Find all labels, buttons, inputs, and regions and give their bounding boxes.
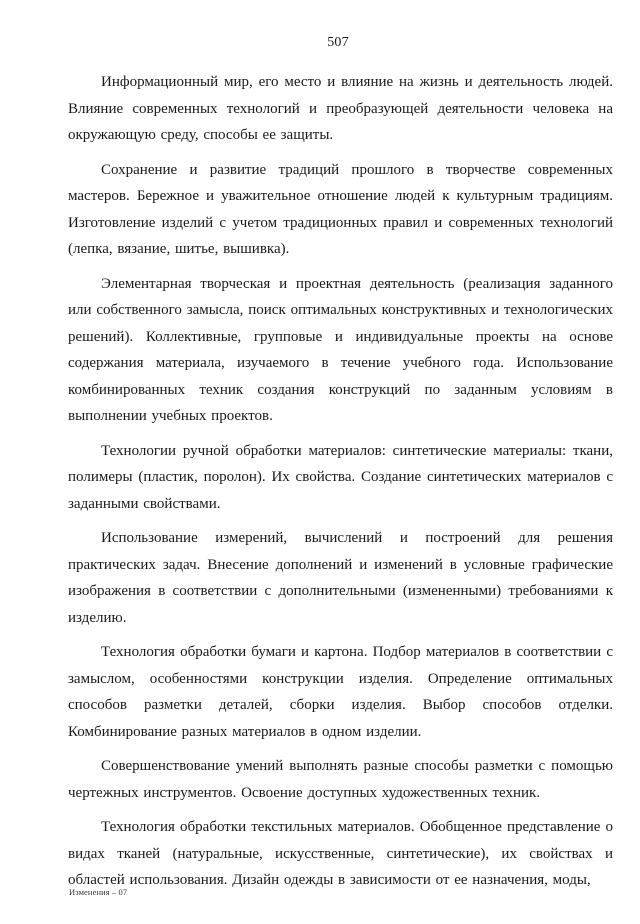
paragraph-textile-processing: Технология обработки текстильных материалов. Обобщенное представление о видах тканей (натуральные, искусственные, синтетические), их свойствах и областей использования. Дизайн одежды в зависимости от ее назначения, моды, <box>68 819 613 888</box>
page-number: 507 <box>327 35 349 50</box>
document-body <box>68 69 613 902</box>
paragraph-measurements: Использование измерений, вычислений и построений для решения практических задач. Внесение дополнений и изменений в условные графические изображения в соответствии с дополнительными (измененными) требованиями к изделию. <box>68 530 613 626</box>
paragraph-information-world: Информационный мир, его место и влияние на жизнь и деятельность людей. Влияние современных технологий и преобразующей деятельности человека на окружающую среду, способы ее защиты. <box>68 74 613 143</box>
paragraph-project-activity: Элементарная творческая и проектная деятельность (реализация заданного или собственного замысла, поиск оптимальных конструктивных и технологических решений). Коллективные, групповые и индивидуальные проекты на основе содержания материала, изучаемого в течение учебного года. Использование комбинированных техник создания конструкций по заданным условиям в выполнении учебных проектов. <box>68 275 613 424</box>
paragraph-paper-processing: Технология обработки бумаги и картона. Подбор материалов в соответствии с замыслом, особенностями конструкции изделия. Определение оптимальных способов разметки деталей, сборки изделия. Выбор способов отделки. Комбинирование разных материалов в одном изделии. <box>68 644 613 740</box>
page-footer: Изменения – 07 <box>69 887 128 897</box>
paragraph-synthetic-materials: Технологии ручной обработки материалов: синтетические материалы: ткани, полимеры (пластик, поролон). Их свойства. Создание синтетических материалов с заданными свойствами. <box>68 442 613 512</box>
paragraph-traditions: Сохранение и развитие традиций прошлого в творчестве современных мастеров. Бережное и уважительное отношение людей к культурным традициям. Изготовление изделий с учетом традиционных правил и современных технологий (лепка, вязание, шитье, вышивка). <box>68 161 613 257</box>
paragraph-marking-skills: Совершенствование умений выполнять разные способы разметки с помощью чертежных инструментов. Освоение доступных художественных техник. <box>68 758 613 801</box>
